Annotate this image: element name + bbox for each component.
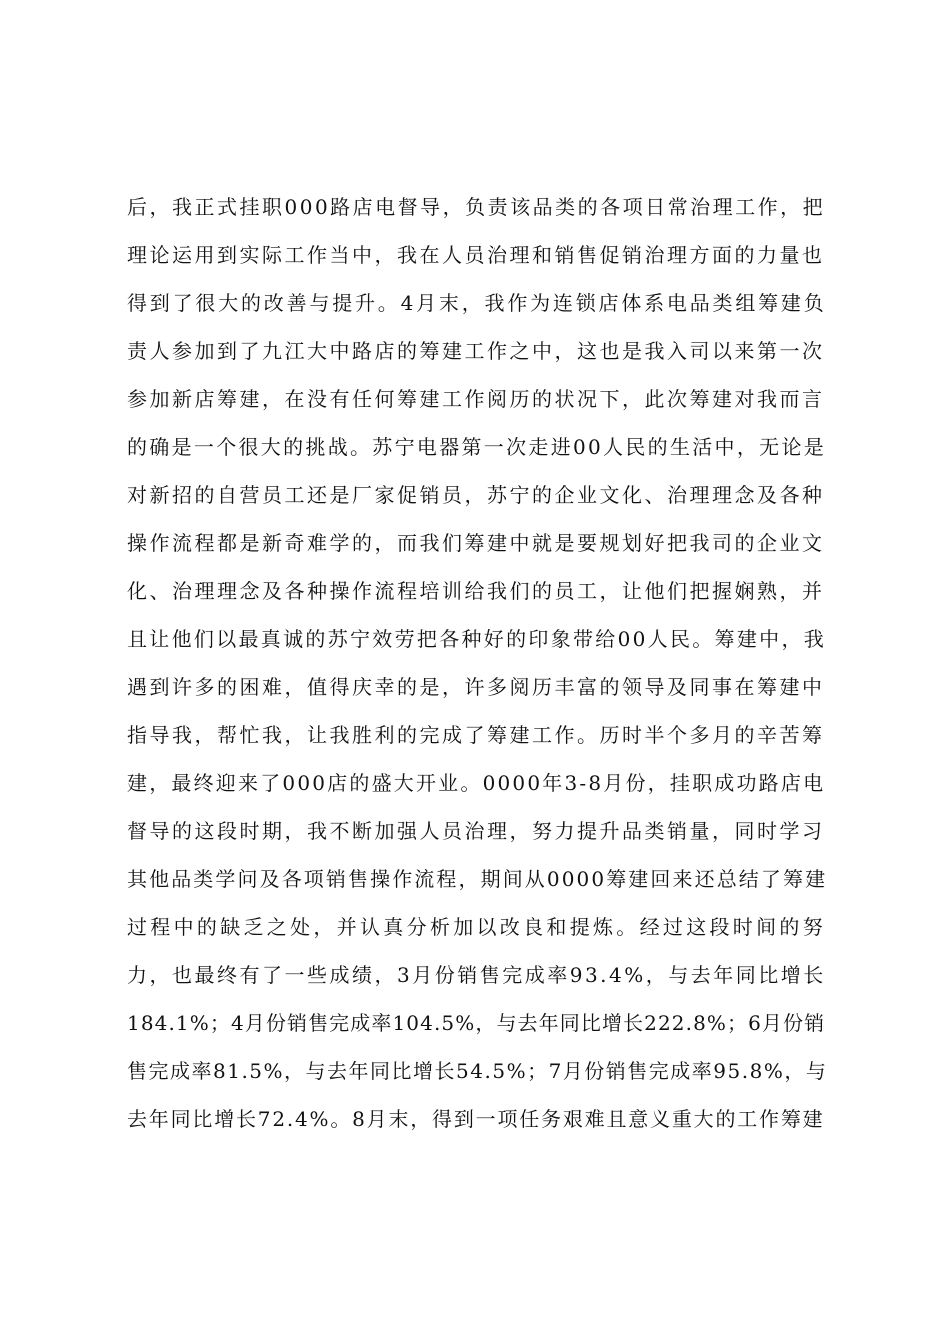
text-line: 建，最终迎来了000店的盛大开业。0000年3-8月份，挂职成功路店电 bbox=[127, 771, 826, 795]
text-line: 且让他们以最真诚的苏宁效劳把各种好的印象带给00人民。筹建中，我 bbox=[127, 627, 827, 651]
text-line: 后，我正式挂职000路店电督导，负责该品类的各项日常治理工作，把 bbox=[127, 195, 826, 219]
text-line: 化、治理理念及各种操作流程培训给我们的员工，让他们把握娴熟，并 bbox=[127, 579, 825, 603]
text-line: 的确是一个很大的挑战。苏宁电器第一次走进00人民的生活中，无论是 bbox=[127, 435, 827, 459]
text-line: 184.1%；4月份销售完成率104.5%，与去年同比增长222.8%；6月份销 bbox=[127, 1011, 826, 1035]
text-line: 督导的这段时期，我不断加强人员治理，努力提升品类销量，同时学习 bbox=[127, 819, 825, 843]
text-line: 过程中的缺乏之处，并认真分析加以改良和提炼。经过这段时间的努 bbox=[127, 915, 826, 939]
text-line: 责人参加到了九江大中路店的筹建工作之中，这也是我入司以来第一次 bbox=[127, 339, 825, 363]
text-line: 去年同比增长72.4%。8月末，得到一项任务艰难且意义重大的工作筹建 bbox=[127, 1107, 825, 1131]
text-line: 遇到许多的困难，值得庆幸的是，许多阅历丰富的领导及同事在筹建中 bbox=[127, 675, 825, 699]
text-line: 指导我，帮忙我，让我胜利的完成了筹建工作。历时半个多月的辛苦筹 bbox=[127, 723, 825, 747]
text-line: 得到了很大的改善与提升。4月末，我作为连锁店体系电品类组筹建负 bbox=[127, 291, 827, 315]
text-line: 参加新店筹建，在没有任何筹建工作阅历的状况下，此次筹建对我而言 bbox=[127, 387, 825, 411]
text-line: 理论运用到实际工作当中，我在人员治理和销售促销治理方面的力量也 bbox=[127, 243, 825, 267]
text-line: 操作流程都是新奇难学的，而我们筹建中就是要规划好把我司的企业文 bbox=[127, 531, 825, 555]
text-line: 售完成率81.5%，与去年同比增长54.5%；7月份销售完成率95.8%，与 bbox=[127, 1059, 828, 1083]
text-line: 力，也最终有了一些成绩，3月份销售完成率93.4%，与去年同比增长 bbox=[127, 963, 826, 987]
text-line: 其他品类学问及各项销售操作流程，期间从0000筹建回来还总结了筹建 bbox=[127, 867, 828, 891]
text-line: 对新招的自营员工还是厂家促销员，苏宁的企业文化、治理理念及各种 bbox=[127, 483, 825, 507]
